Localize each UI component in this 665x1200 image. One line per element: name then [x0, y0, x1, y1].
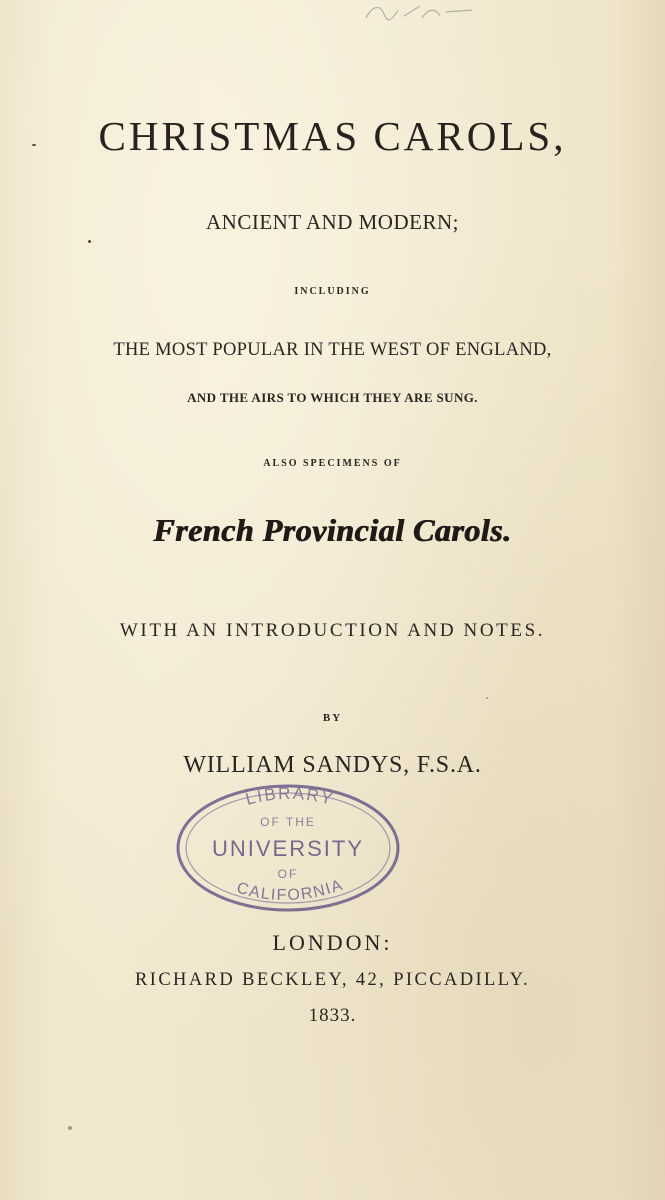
- paper-speck: [486, 697, 488, 699]
- library-stamp: [172, 778, 404, 918]
- airs-line: AND THE AIRS TO WHICH THEY ARE SUNG.: [187, 390, 478, 405]
- specimens-label: ALSO SPECIMENS OF: [263, 458, 402, 469]
- paper-speck: [32, 144, 36, 146]
- stamp-university-text: UNIVERSITY: [211, 836, 365, 861]
- publisher-line: RICHARD BECKLEY, 42, PICCADILLY.: [135, 970, 530, 990]
- book-subtitle: ANCIENT AND MODERN;: [206, 210, 459, 234]
- paper-speck: [88, 240, 91, 243]
- stamp-california-text: CALIFORNIA: [234, 876, 346, 905]
- stamp-library-text: LIBRARY: [243, 783, 337, 810]
- book-title: CHRISTMAS CAROLS,: [98, 113, 567, 159]
- blackletter-title: French Provincial Carols.: [153, 512, 512, 548]
- publication-year: 1833.: [308, 1005, 357, 1026]
- introduction-line: WITH AN INTRODUCTION AND NOTES.: [119, 620, 546, 641]
- stamp-of-text: OF: [277, 867, 299, 881]
- author-name: WILLIAM SANDYS, F.S.A.: [183, 752, 482, 778]
- pencil-annotation: [362, 0, 482, 24]
- popular-line: THE MOST POPULAR IN THE WEST OF ENGLAND,: [113, 340, 552, 360]
- by-label: BY: [322, 712, 343, 724]
- paper-speck: [68, 1126, 72, 1130]
- publication-place: LONDON:: [272, 930, 393, 955]
- including-label: INCLUDING: [294, 286, 371, 297]
- stamp-of-the-text: OF THE: [260, 815, 316, 829]
